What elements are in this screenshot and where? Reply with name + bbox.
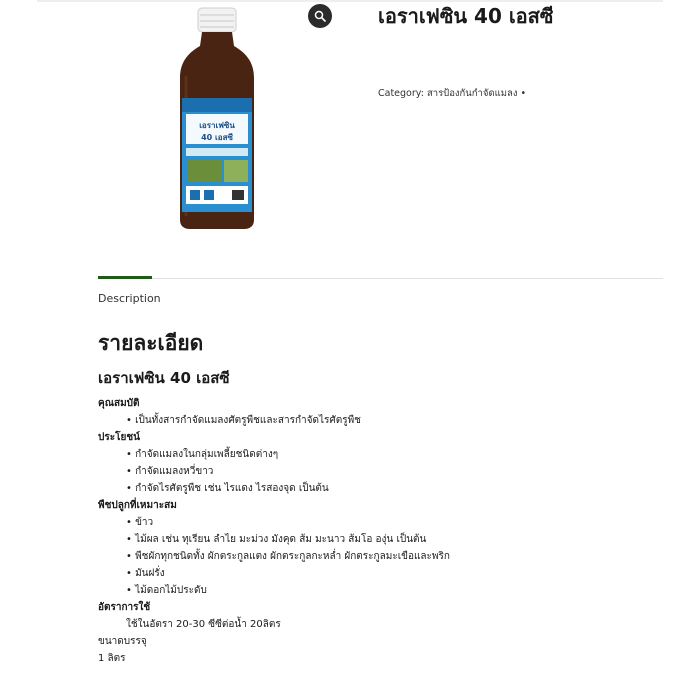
product-category [378, 86, 526, 101]
product-details [98, 395, 678, 667]
list-item: • เป็นทั้งสารกำจัดแมลงศัตรูพืชและสารกำจัดไรศัตรูพืช [126, 412, 678, 429]
top-divider [37, 0, 663, 2]
description-heading: รายละเอียด [98, 331, 204, 355]
properties-list [98, 412, 678, 429]
category-separator: • [520, 88, 527, 99]
tab-active-indicator [98, 276, 152, 279]
rate-label: อัตราการใช้ [98, 602, 151, 613]
category-link[interactable]: สารป้องกันกำจัดแมลง [426, 88, 518, 99]
product-title: เอราเฟซิน 40 เอสซี [378, 4, 554, 28]
list-item: • ไม้ดอกไม้ประดับ [126, 582, 678, 599]
list-item: • กำจัดแมลงหวี่ขาว [126, 463, 678, 480]
product-bottle-image[interactable] [176, 6, 258, 230]
magnifier-icon [314, 10, 326, 22]
description-subheading: เอราเฟซิน 40 เอสซี [98, 369, 230, 387]
crops-list [98, 514, 678, 599]
list-item: • มันฝรั่ง [126, 565, 678, 582]
benefits-list [98, 446, 678, 497]
svg-text:เอราเฟซิน: เอราเฟซิน [199, 121, 235, 130]
size-label: ขนาดบรรจุ [98, 636, 147, 647]
svg-text:40 เอสซี: 40 เอสซี [201, 133, 233, 142]
list-item: • กำจัดแมลงในกลุ่มเพลี้ยชนิดต่างๆ [126, 446, 678, 463]
category-label: Category: [378, 88, 424, 99]
rate-text: ใช้ในอัตรา 20-30 ซีซีต่อน้ำ 20ลิตร [126, 619, 281, 630]
list-item: • กำจัดไรศัตรูพืช เช่น ไรแดง ไรสองจุด เป็นต้น [126, 480, 678, 497]
benefits-label: ประโยชน์ [98, 432, 140, 443]
list-item: • ข้าว [126, 514, 678, 531]
crops-label: พืชปลูกที่เหมาะสม [98, 500, 177, 511]
tab-description[interactable]: Description [98, 292, 161, 305]
size-value: 1 ลิตร [98, 653, 126, 664]
zoom-button[interactable] [308, 4, 332, 28]
list-item: • ไม้ผล เช่น ทุเรียน ลำไย มะม่วง มังคุด ส้ม มะนาว ส้มโอ องุ่น เป็นต้น [126, 531, 678, 548]
tabs-divider [98, 278, 663, 279]
properties-label: คุณสมบัติ [98, 398, 140, 409]
list-item: • พืชผักทุกชนิดทั้ง ผักตระกูลแตง ผักตระกูลกะหล่ำ ผักตระกูลมะเขือและพริก [126, 548, 678, 565]
